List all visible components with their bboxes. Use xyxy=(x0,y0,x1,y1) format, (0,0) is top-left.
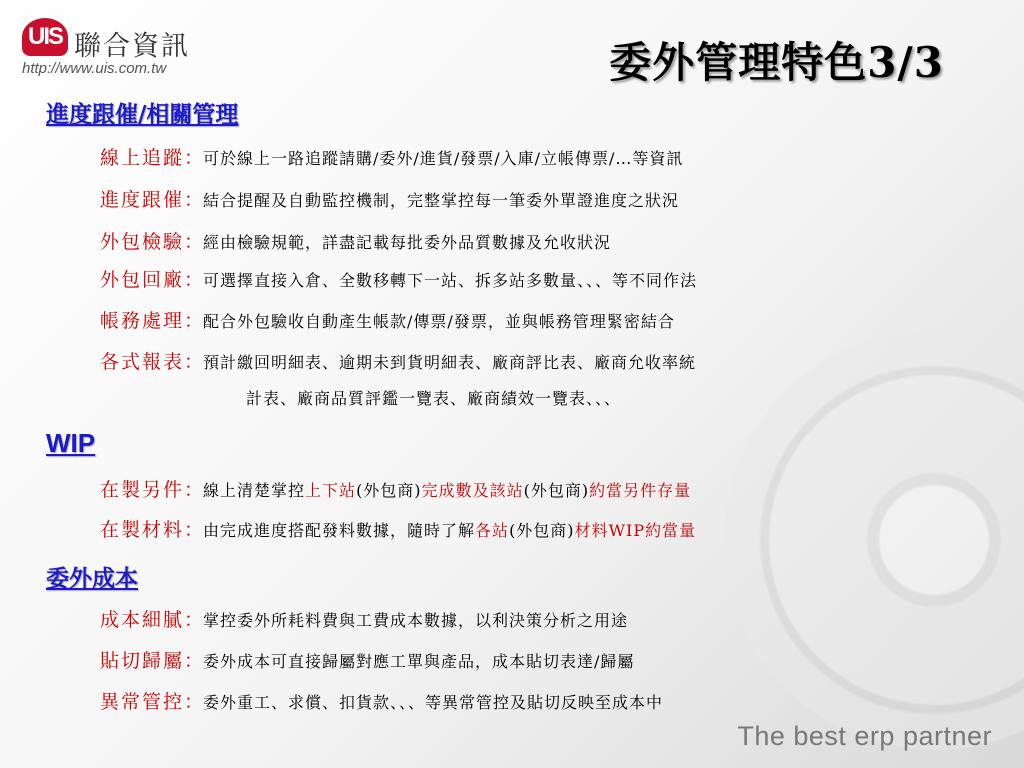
list-item xyxy=(100,645,634,677)
item-desc-part: (外包商) xyxy=(523,481,590,500)
list-item xyxy=(100,226,611,258)
item-desc-part: 由完成進度搭配發料數據，隨時了解 xyxy=(203,521,476,540)
list-item xyxy=(100,346,696,378)
list-item xyxy=(100,305,675,337)
item-desc: 預計繳回明細表、逾期未到貨明細表、廠商評比表、廠商允收率統 xyxy=(203,353,697,372)
item-desc-part: (外包商) xyxy=(356,481,422,500)
item-colon: ： xyxy=(184,650,204,672)
list-item xyxy=(100,142,683,174)
item-desc: 經由檢驗規範，詳盡記載每批委外品質數據及允收狀況 xyxy=(203,233,612,252)
item-desc-highlight: 約當另件存量 xyxy=(589,481,692,500)
item-desc-part: (外包商) xyxy=(509,521,575,540)
item-desc-highlight: 各站 xyxy=(475,521,510,540)
item-desc: 可於線上一路追蹤請購/委外/進貨/發票/入庫/立帳傳票/…等資訊 xyxy=(203,149,684,168)
item-colon: ： xyxy=(184,189,204,211)
item-desc-continuation: 計表、廠商品質評鑑一覽表、廠商績效一覽表、、、 xyxy=(246,389,622,408)
item-colon: ： xyxy=(184,269,204,291)
item-label: 貼切歸屬 xyxy=(100,650,185,672)
item-colon: ： xyxy=(184,691,204,713)
item-colon: ： xyxy=(184,147,204,169)
logo-mark: UIS xyxy=(22,18,68,56)
section-heading-progress: 進度跟催/相關管理 xyxy=(46,101,239,128)
slide-title: 委外管理特色3/3 xyxy=(609,38,944,87)
list-item xyxy=(100,474,691,506)
tagline-watermark: The best erp partner xyxy=(737,721,992,751)
item-desc: 結合提醒及自動監控機制，完整掌控每一筆委外單證進度之狀況 xyxy=(203,191,680,210)
list-item xyxy=(100,686,663,718)
item-colon: ： xyxy=(184,479,204,501)
item-colon: ： xyxy=(184,609,204,631)
item-colon: ： xyxy=(184,351,204,373)
item-label: 外包回廠 xyxy=(100,269,185,291)
item-desc: 配合外包驗收自動產生帳款/傳票/發票，並與帳務管理緊密結合 xyxy=(203,312,675,331)
item-label: 外包檢驗 xyxy=(100,231,185,253)
background-disk-graphic xyxy=(724,330,1024,750)
item-label: 各式報表 xyxy=(100,351,185,373)
item-label: 線上追蹤 xyxy=(100,147,185,169)
item-label: 在製材料 xyxy=(100,519,185,541)
item-label: 成本細膩 xyxy=(100,609,185,631)
section-heading-wip: WIP xyxy=(46,428,96,458)
item-label: 帳務處理 xyxy=(100,310,185,332)
item-colon: ： xyxy=(184,519,204,541)
list-item xyxy=(100,604,628,636)
list-item xyxy=(100,264,697,296)
item-desc-highlight: 材料WIP約當量 xyxy=(574,521,697,540)
logo-url: http://www.uis.com.tw xyxy=(22,60,167,77)
item-label: 異常管控 xyxy=(100,691,185,713)
item-colon: ： xyxy=(184,310,204,332)
item-colon: ： xyxy=(184,231,204,253)
item-desc: 委外重工、求償、扣貨款、、、等異常管控及貼切反映至成本中 xyxy=(203,693,664,712)
item-desc-highlight: 上下站 xyxy=(305,481,357,500)
item-label: 在製另件 xyxy=(100,479,185,501)
item-desc-highlight: 完成數及該站 xyxy=(421,481,524,500)
list-item xyxy=(100,184,679,216)
item-label: 進度跟催 xyxy=(100,189,185,211)
item-desc-part: 線上清楚掌控 xyxy=(203,481,306,500)
item-desc: 可選擇直接入倉、全數移轉下一站、拆多站多數量、、、等不同作法 xyxy=(203,271,698,290)
list-item xyxy=(100,514,696,546)
logo-name: 聯合資訊 xyxy=(74,31,190,62)
section-heading-cost: 委外成本 xyxy=(46,565,138,592)
item-desc: 掌控委外所耗料費與工費成本數據，以利決策分析之用途 xyxy=(203,611,629,630)
item-desc: 委外成本可直接歸屬對應工單與產品，成本貼切表達/歸屬 xyxy=(203,652,635,671)
company-logo xyxy=(20,14,220,82)
